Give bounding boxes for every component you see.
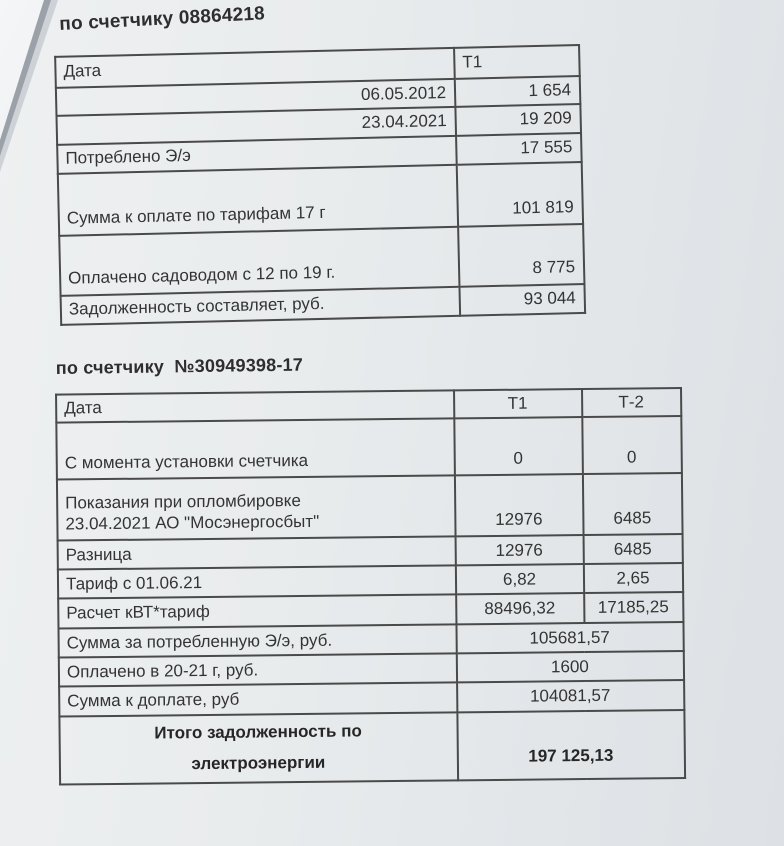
row-label: Потреблено Э/э — [57, 135, 457, 173]
row-label: Разница — [58, 537, 456, 570]
row-value: 19 209 — [455, 104, 581, 135]
total-label — [59, 713, 458, 785]
meter2-title: по счетчику №30949398-17 — [55, 354, 304, 379]
row-value-merged: 104081,57 — [457, 680, 684, 712]
meter1-title: по счетчику 08864218 — [58, 3, 266, 36]
row-label: Расчет кВТ*тариф — [58, 595, 456, 629]
row-label: Сумма к оплате по тарифам 17 г — [58, 164, 458, 235]
meter2-header-t2: Т-2 — [582, 388, 681, 417]
row-label-line2: 23.04.2021 АО "Мосэнергосбыт" — [65, 511, 320, 534]
meter1-header-date: Дата — [55, 48, 455, 88]
row-value: 17 555 — [456, 132, 582, 164]
meter2-header-date: Дата — [56, 390, 454, 422]
row-value-t2: 6485 — [584, 534, 683, 564]
row-value: 93 044 — [459, 283, 585, 315]
table-row — [57, 473, 683, 541]
meter2-header-t1: Т1 — [454, 389, 582, 419]
row-label: Сумма к доплате, руб — [59, 683, 457, 717]
row-label: Оплачено садоводом с 12 по 19 г. — [59, 226, 459, 295]
row-value: 101 819 — [457, 161, 583, 226]
row-value-t2: 2,65 — [584, 563, 683, 593]
row-value-t1: 6,82 — [456, 564, 584, 594]
meter1-table — [54, 44, 586, 325]
row-value-t1: 0 — [454, 417, 583, 475]
row-value: 1 654 — [455, 76, 581, 107]
row-label: 23.04.2021 — [57, 107, 457, 144]
row-label: 06.05.2012 — [56, 79, 456, 116]
row-label: Сумма за потребленную Э/э, руб. — [58, 625, 456, 658]
row-value-t2: 17185,25 — [584, 592, 683, 623]
row-value-merged: 105681,57 — [456, 622, 683, 653]
row-value: 8 775 — [458, 223, 584, 286]
total-label-line2: электроэнергии — [191, 752, 326, 774]
total-row — [59, 710, 685, 785]
row-value-t1: 12976 — [455, 474, 584, 536]
table-row — [56, 416, 682, 480]
row-label: Оплачено в 20-21 г, руб. — [59, 654, 457, 687]
row-value-t2: 0 — [582, 416, 682, 474]
row-label — [57, 476, 456, 541]
row-label-line1: Показания при опломбировке — [65, 490, 301, 513]
row-value-merged: 1600 — [457, 651, 684, 682]
total-value: 197 125,13 — [457, 710, 685, 781]
row-label: Задолженность составляет, руб. — [61, 286, 461, 324]
meter2-table — [55, 387, 686, 786]
row-value-t2: 6485 — [583, 473, 683, 535]
row-value-t1: 12976 — [456, 535, 584, 565]
total-label-line1: Итого задолженность по — [154, 721, 362, 743]
row-label: Тариф с 01.06.21 — [58, 566, 456, 599]
row-label: С момента установки счетчика — [56, 419, 455, 480]
meter1-header-t1: Т1 — [454, 45, 580, 79]
row-value-t1: 88496,32 — [456, 593, 584, 624]
